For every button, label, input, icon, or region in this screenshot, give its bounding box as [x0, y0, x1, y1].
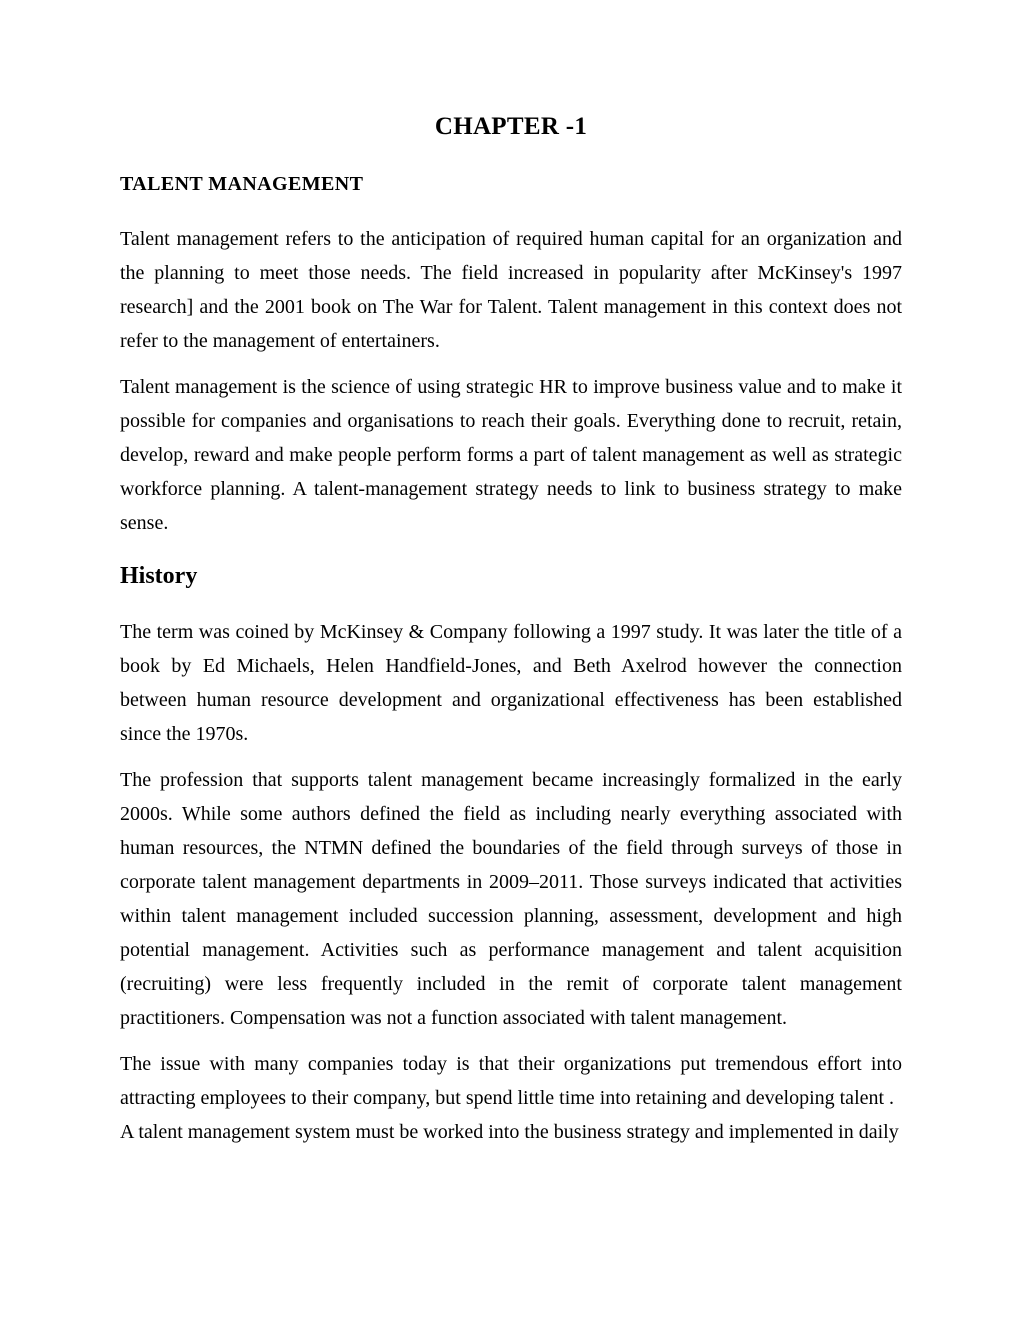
paragraph-science-of-hr: Talent management is the science of using strategic HR to improve business value and to make it possible for companies and organisations to reach their goals. Everything done to recruit, retain, develop, reward and make people perform forms a part of talent management as well as strategic workforce planning. A talent-management strategy needs to link to business strategy to make sense. [120, 376, 902, 534]
page-content [120, 112, 902, 1149]
paragraph-issue-line-2: A talent management system must be worked into the business strategy and implemented in daily [120, 1120, 899, 1143]
subsection-heading-history: History [120, 563, 198, 589]
paragraph-term-origin: The term was coined by McKinsey & Company following a 1997 study. It was later the title of a book by Ed Michaels, Helen Handfield-Jones, and Beth Axelrod however the connection between human resource development and organizational effectiveness has been established since the 1970s. [120, 620, 902, 745]
paragraph-profession-formalized: The profession that supports talent management became increasingly formalized in the early 2000s. While some authors defined the field as including nearly everything associated with human resources, the NTMN defined the boundaries of the field through surveys of those in corporate talent management departments in 2009–2011. Those surveys indicated that activities within talent management included succession planning, assessment, development and high potential management. Activities such as performance management and talent acquisition (recruiting) were less frequently included in the remit of corporate talent management practitioners. Compensation was not a function associated with talent management. [120, 768, 902, 1029]
chapter-title: CHAPTER -1 [434, 113, 588, 140]
paragraph-issue-line-1: The issue with many companies today is that their organizations put tremendous effort into attracting employees to their company, but spend little time into retaining and developing talent . [120, 1052, 902, 1109]
paragraph-definition: Talent management refers to the anticipation of required human capital for an organization and the planning to meet those needs. The field increased in popularity after McKinsey's 1997 research] and the 2001 book on The War for Talent. Talent management in this context does not refer to the management of entertainers. [120, 228, 902, 352]
paragraph-issue-with-companies [120, 1047, 902, 1149]
section-heading-talent-management: TALENT MANAGEMENT [120, 173, 364, 195]
